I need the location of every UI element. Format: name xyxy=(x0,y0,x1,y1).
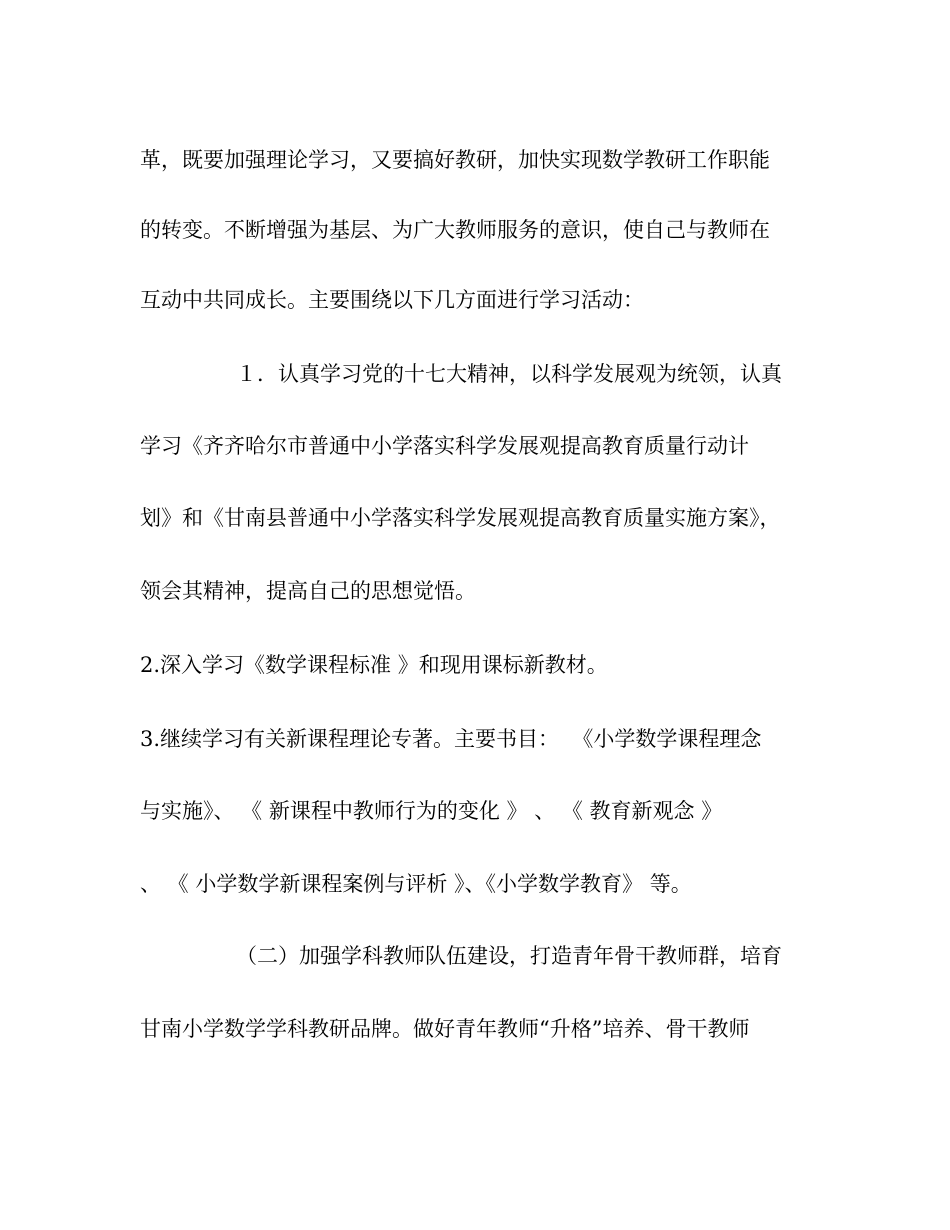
body-text-line: 革，既要加强理论学习，又要搞好教研，加快实现数学教研工作职能 xyxy=(140,148,770,172)
list-item-1: １．认真学习党的十七大精神，以科学发展观为统领，认真 xyxy=(236,362,782,386)
list-item-3: 3.继续学习有关新课程理论专著。主要书目： 《小学数学课程理念 xyxy=(140,727,762,751)
body-text-line: 领会其精神，提高自己的思想觉悟。 xyxy=(140,579,476,603)
body-text-line: 学习《齐齐哈尔市普通中小学落实科学发展观提高教育质量行动计 xyxy=(140,434,749,458)
list-item-2: 2.深入学习《数学课程标准 》和现用课标新教材。 xyxy=(140,653,608,677)
body-text-line: 甘南小学数学学科教研品牌。做好青年教师“升格”培养、骨干教师 xyxy=(140,1017,750,1041)
body-text-line: 与实施》、 《 新课程中教师行为的变化 》 、 《 教育新观念 》 xyxy=(140,799,723,823)
body-text-line: 互动中共同成长。主要围绕以下几方面进行学习活动： xyxy=(140,288,644,312)
body-text-line: 划》和《甘南县普通中小学落实科学发展观提高教育质量实施方案》， xyxy=(140,506,781,530)
body-text-line: 、 《 小学数学新课程案例与评析 》、《小学数学教育》 等。 xyxy=(140,872,692,896)
section-heading: （二）加强学科教师队伍建设，打造青年骨干教师群，培育 xyxy=(236,944,782,968)
body-text-line: 的转变。不断增强为基层、为广大教师服务的意识，使自己与教师在 xyxy=(140,218,770,242)
